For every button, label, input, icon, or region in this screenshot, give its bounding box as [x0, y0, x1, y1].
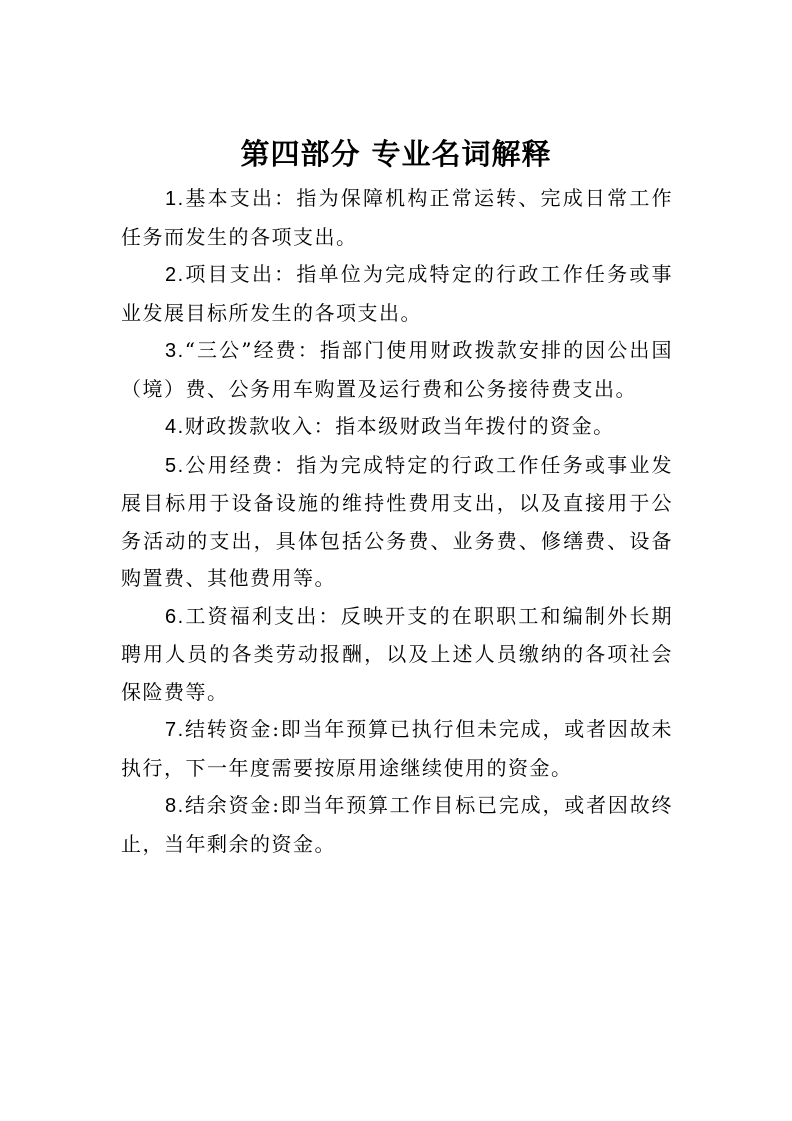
item-number: 7.	[165, 719, 185, 741]
glossary-item	[121, 787, 673, 863]
item-number: 2.	[165, 264, 185, 286]
item-number: 8.	[165, 795, 185, 817]
item-description: 即当年预算已执行但未完成，或者因故未执行，下一年度需要按原用途继续使用的资金。	[121, 717, 673, 780]
glossary-list	[121, 180, 673, 863]
item-term: 工资福利支出：	[184, 603, 341, 628]
item-description: 指部门使用财政拨款安排的因公出国（境）费、公务用车购置及运行费和公务接待费支出。	[121, 338, 673, 401]
page-title: 第四部分 专业名词解释	[240, 137, 552, 171]
item-number: 3.	[165, 340, 185, 362]
glossary-item	[121, 332, 673, 408]
item-description: 指单位为完成特定的行政工作任务或事业发展目标所发生的各项支出。	[121, 262, 674, 325]
item-description: 指为完成特定的行政工作任务或事业发展目标用于设备设施的维持性费用支出，以及直接用于公务活动的支出，具体包括公务费、业务费、修缮费、设备购置费、其他费用等。	[121, 452, 674, 590]
item-term: 公用经费：	[184, 452, 297, 477]
item-number: 6.	[165, 605, 185, 628]
glossary-item	[121, 408, 673, 447]
item-description: 指为保障机构正常运转、完成日常工作任务而发生的各项支出。	[121, 186, 674, 249]
item-number: 5.	[165, 454, 185, 477]
glossary-item	[121, 598, 673, 712]
item-description: 指本级财政当年拨付的资金。	[335, 414, 615, 438]
item-term: 财政拨款收入：	[184, 414, 336, 438]
glossary-item	[121, 256, 673, 332]
item-term: 项目支出：	[184, 262, 297, 286]
item-term: 结余资金:	[184, 793, 281, 817]
item-term: 基本支出：	[184, 186, 297, 210]
item-term: “三公”经费：	[184, 338, 320, 362]
glossary-item	[121, 180, 673, 256]
item-description: 反映开支的在职职工和编制外长期聘用人员的各类劳动报酬，以及上述人员缴纳的各项社会保险费等。	[121, 603, 674, 704]
item-number: 4.	[165, 416, 185, 438]
glossary-item	[121, 711, 673, 787]
item-number: 1.	[165, 188, 185, 210]
glossary-item	[121, 447, 673, 598]
item-description: 即当年预算工作目标已完成，或者因故终止，当年剩余的资金。	[121, 793, 673, 856]
item-term: 结转资金:	[184, 717, 281, 741]
